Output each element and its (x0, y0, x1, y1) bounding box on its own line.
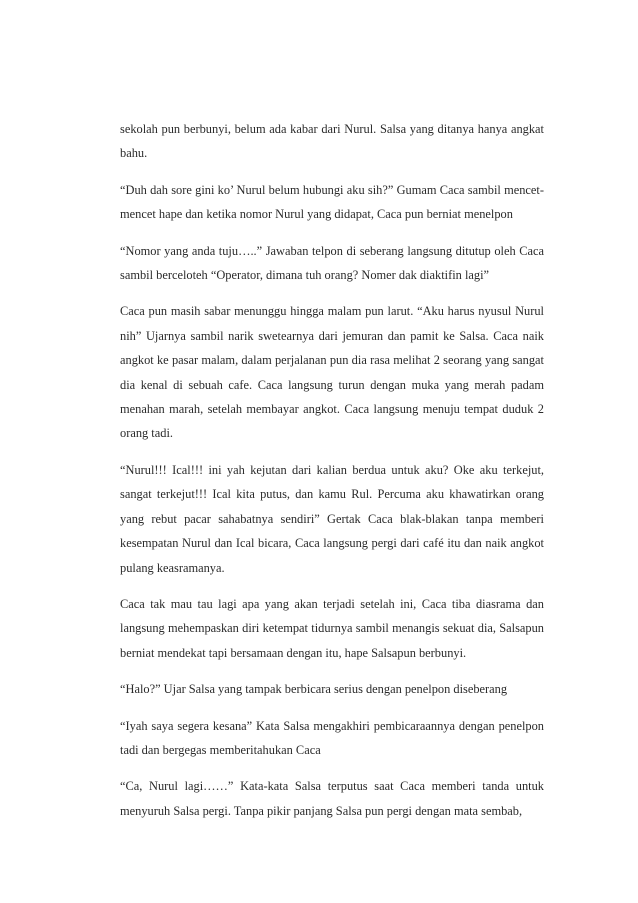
paragraph-5: “Nurul!!! Ical!!! ini yah kejutan dari kalian berdua untuk aku? Oke aku terkejut, sangat terkejut!!! Ical kita putus, dan kamu Rul. Percuma aku khawatirkan orang yang rebut pacar sahabatnya sendiri” Gertak Caca blak-blakan tanpa memberi kesempatan Nurul dan Ical bicara, Caca langsung pergi dari café itu dan naik angkot pulang keasramanya. (120, 462, 544, 575)
story-text (120, 117, 544, 835)
paragraph-6: Caca tak mau tau lagi apa yang akan terjadi setelah ini, Caca tiba diasrama dan langsung mehempaskan diri ketempat tidurnya sambil menangis sekuat dia, Salsapun berniat mendekat tapi bersamaan dengan itu, hape Salsapun berbunyi. (120, 596, 544, 660)
paragraph-7: “Halo?” Ujar Salsa yang tampak berbicara serius dengan penelpon diseberang (120, 682, 508, 697)
paragraph-8: “Iyah saya segera kesana” Kata Salsa mengakhiri pembicaraannya dengan penelpon tadi dan bergegas memberitahukan Caca (120, 718, 544, 757)
paragraph-9: “Ca, Nurul lagi……” Kata-kata Salsa terputus saat Caca memberi tanda untuk menyuruh Salsa pergi. Tanpa pikir panjang Salsa pun pergi dengan mata sembab, (120, 779, 544, 818)
paragraph-3: “Nomor yang anda tuju…..” Jawaban telpon di seberang langsung ditutup oleh Caca sambil berceloteh “Operator, dimana tuh orang? Nomer dak diaktifin lagi” (120, 243, 544, 283)
paragraph-1: sekolah pun berbunyi, belum ada kabar dari Nurul. Salsa yang ditanya hanya angkat bahu. (120, 122, 544, 161)
paragraph-4: Caca pun masih sabar menunggu hingga malam pun larut. “Aku harus nyusul Nurul nih” Ujarnya sambil narik swetearnya dari jemuran dan pamit ke Salsa. Caca naik angkot ke pasar malam, dalam perjalanan pun dia rasa melihat 2 seorang yang sangat dia kenal di sebuah cafe. Caca langsung turun dengan muka yang merah padam menahan marah, setelah membayar angkot. Caca langsung menuju tempat duduk 2 orang tadi. (120, 304, 544, 441)
paragraph-2: “Duh dah sore gini ko’ Nurul belum hubungi aku sih?” Gumam Caca sambil mencet-mencet hape dan ketika nomor Nurul yang didapat, Caca pun berniat menelpon (120, 182, 544, 222)
